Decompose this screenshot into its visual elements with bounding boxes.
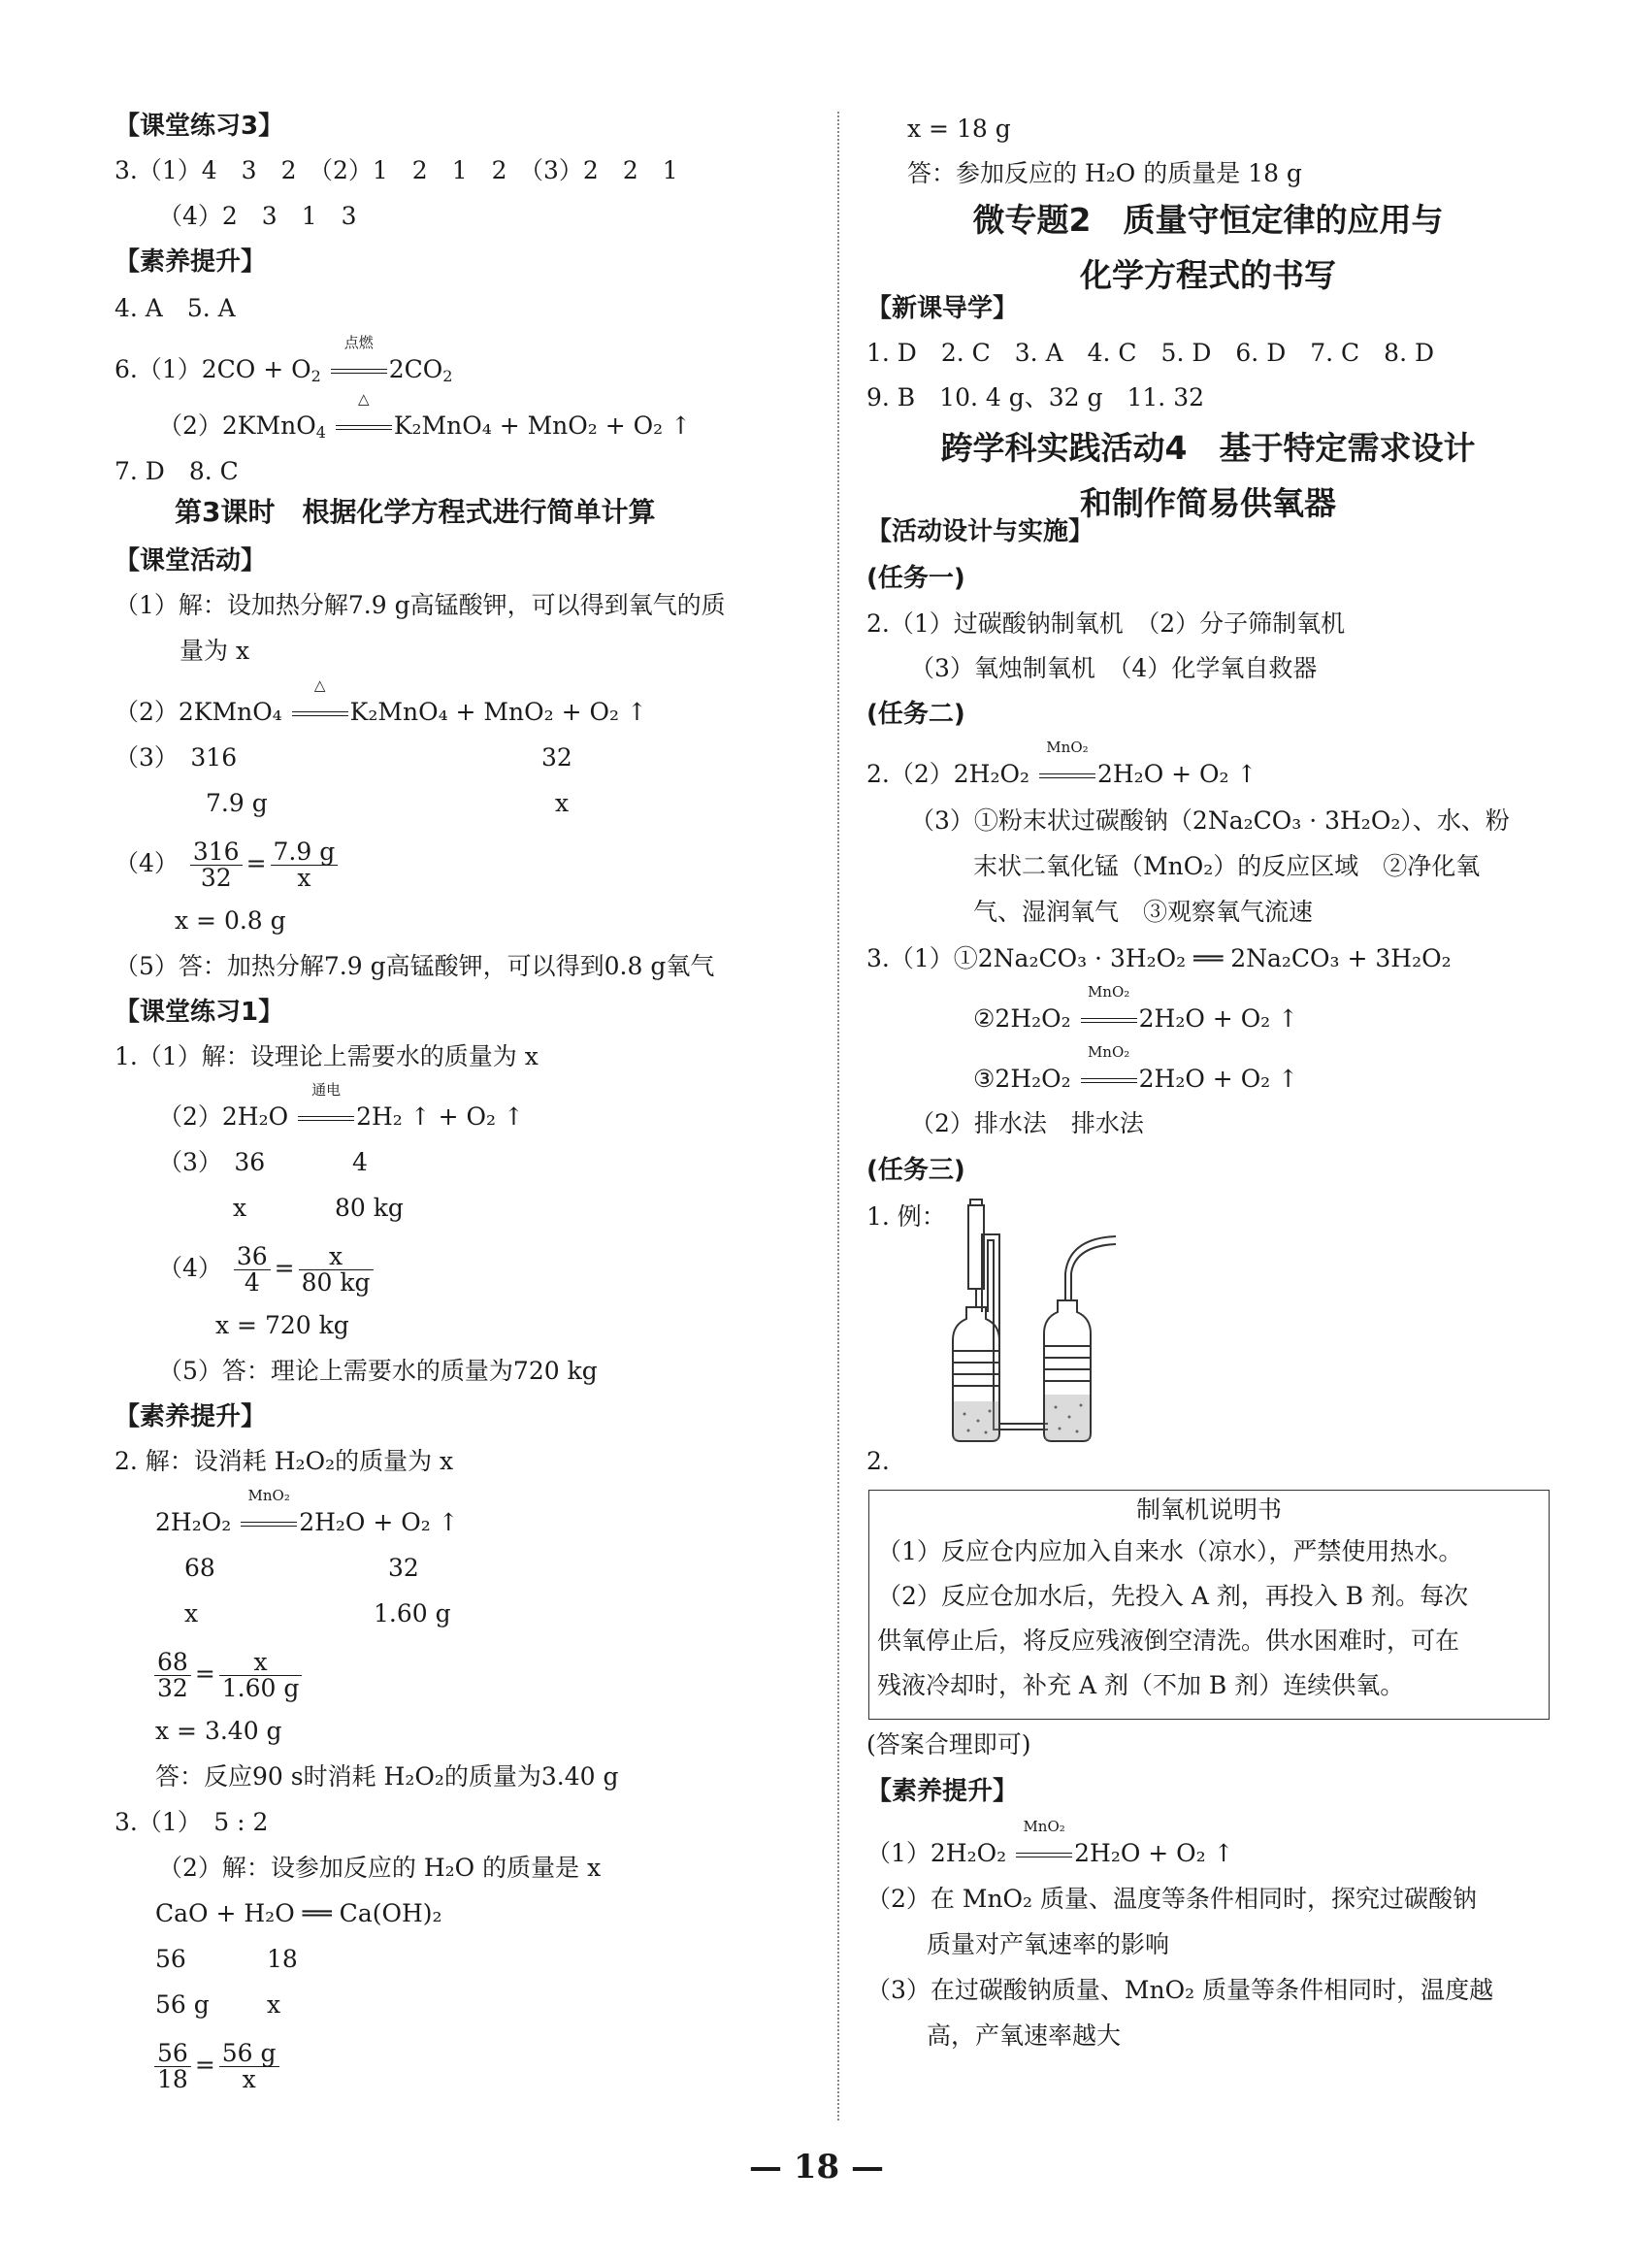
answer-line: 1. D 2. C 3. A 4. C 5. D 6. D 7. C 8. D bbox=[866, 339, 1435, 367]
reaction-arrow: 点燃 bbox=[329, 354, 389, 385]
equation-line: （2）2H₂O 通电 2H₂ ↑ + O₂ ↑ bbox=[158, 1081, 524, 1131]
oxygen-generator-diagram bbox=[951, 1196, 1135, 1448]
ratio-line: 56 g bbox=[155, 1990, 210, 2019]
answer-line: 量为 x bbox=[180, 637, 250, 665]
ratio-line: 18 bbox=[267, 1945, 298, 1973]
equation-line: （1）2H₂O₂ MnO₂ 2H₂O + O₂ ↑ bbox=[866, 1818, 1234, 1867]
manual-line: 供氧停止后，将反应残液倒空清洗。供水困难时，可在 bbox=[877, 1627, 1460, 1655]
topic-title: 微专题2 质量守恒定律的应用与 bbox=[972, 201, 1444, 239]
ratio-line: 32 bbox=[541, 743, 572, 772]
reaction-arrow: MnO₂ bbox=[1079, 1003, 1139, 1035]
answer-line: 1.（1）解：设理论上需要水的质量为 x bbox=[114, 1042, 539, 1070]
answer-line: 4. A 5. A bbox=[114, 294, 236, 322]
answer-line: （2）排水法 排水法 bbox=[910, 1109, 1144, 1137]
fraction-equation: $\frac{56}{18}$ = $\frac{56 g}{x}$ bbox=[150, 2041, 283, 2092]
column-divider bbox=[837, 112, 839, 2120]
answer-line: 末状二氧化锰（MnO₂）的反应区域 ②净化氧 bbox=[973, 852, 1481, 880]
section-heading: 【素养提升】 bbox=[114, 1402, 267, 1431]
answer-line: 7. D 8. C bbox=[114, 457, 239, 485]
task-heading: (任务二) bbox=[866, 700, 965, 729]
ratio-line: x bbox=[233, 1194, 247, 1222]
result-line: x = 0.8 g bbox=[175, 906, 286, 935]
equation-line: 2H₂O₂ MnO₂ 2H₂O + O₂ ↑ bbox=[155, 1487, 459, 1536]
answer-line: （5）答：加热分解7.9 g高锰酸钾，可以得到0.8 g氧气 bbox=[114, 952, 715, 980]
result-line: x = 720 kg bbox=[215, 1311, 349, 1339]
section-heading: 【素养提升】 bbox=[866, 1777, 1019, 1806]
section-heading: 【活动设计与实施】 bbox=[866, 517, 1094, 546]
ratio-line: （3） 316 bbox=[114, 743, 238, 772]
manual-box bbox=[868, 1490, 1550, 1720]
manual-line: （2）反应仓加水后，先投入 A 剂，再投入 B 剂。每次 bbox=[877, 1582, 1469, 1610]
answer-line: 答：参加反应的 H₂O 的质量是 18 g bbox=[907, 159, 1302, 187]
task-heading: (任务三) bbox=[866, 1156, 965, 1185]
answer-line: （3）①粉末状过碳酸钠（2Na₂CO₃ · 3H₂O₂）、水、粉 bbox=[910, 806, 1510, 835]
activity-title: 和制作简易供氧器 bbox=[1080, 484, 1336, 522]
answer-line: （2）解：设参加反应的 H₂O 的质量是 x bbox=[158, 1854, 602, 1882]
answer-line: （1）解：设加热分解7.9 g高锰酸钾，可以得到氧气的质 bbox=[114, 591, 726, 619]
equation-line: （2）2KMnO₄ △ K₂MnO₄ + MnO₂ + O₂ ↑ bbox=[114, 676, 647, 726]
section-heading: 【课堂活动】 bbox=[114, 546, 267, 575]
manual-title: 制氧机说明书 bbox=[1135, 1496, 1282, 1524]
answer-line: （4）2 3 1 3 bbox=[158, 202, 357, 230]
answer-line: 2.（1）过碳酸钠制氧机 （2）分子筛制氧机 bbox=[866, 609, 1346, 638]
section-heading: 【课堂练习3】 bbox=[114, 112, 284, 141]
equation-line: 2.（2）2H₂O₂ MnO₂ 2H₂O + O₂ ↑ bbox=[866, 739, 1257, 788]
equation-line: ②2H₂O₂ MnO₂ 2H₂O + O₂ ↑ bbox=[973, 983, 1299, 1033]
result-line: x = 18 g bbox=[907, 115, 1011, 143]
ratio-line: 4 bbox=[352, 1148, 368, 1176]
ratio-line: x bbox=[555, 789, 570, 817]
section-heading: 【素养提升】 bbox=[114, 247, 267, 277]
answer-line: 高，产氧速率越大 bbox=[927, 2021, 1122, 2050]
answer-note: (答案合理即可) bbox=[866, 1730, 1031, 1759]
page-number: — 18 — bbox=[749, 2148, 884, 2186]
ratio-line: x bbox=[267, 1990, 281, 2019]
reaction-arrow: MnO₂ bbox=[1037, 759, 1097, 790]
topic-title: 化学方程式的书写 bbox=[1080, 256, 1336, 294]
reaction-arrow: 通电 bbox=[296, 1101, 356, 1133]
ratio-line: x bbox=[184, 1599, 199, 1627]
reaction-arrow: △ bbox=[290, 697, 350, 728]
ratio-line: 56 bbox=[155, 1945, 186, 1973]
activity-title: 跨学科实践活动4 基于特定需求设计 bbox=[940, 429, 1476, 467]
answer-line: 气、湿润氧气 ③观察氧气流速 bbox=[973, 898, 1314, 926]
equation-line: CaO + H₂O ══ Ca(OH)₂ bbox=[155, 1899, 442, 1927]
answer-line: 质量对产氧速率的影响 bbox=[927, 1930, 1170, 1958]
section-heading: 【课堂练习1】 bbox=[114, 998, 284, 1027]
fraction-equation: （4） $\frac{36}{4}$ = $\frac{x}{80 kg}$ bbox=[158, 1244, 377, 1296]
equation-line: $6.(1)2CO + O_2$ 点燃 $2CO_2$ bbox=[114, 334, 453, 385]
ratio-line: 1.60 g bbox=[374, 1599, 451, 1627]
ratio-line: 7.9 g bbox=[206, 789, 268, 817]
result-line: x = 3.40 g bbox=[155, 1717, 282, 1745]
ratio-line: 32 bbox=[388, 1554, 419, 1582]
reaction-arrow: MnO₂ bbox=[1079, 1064, 1139, 1095]
ratio-line: 80 kg bbox=[335, 1194, 404, 1222]
answer-line: 9. B 10. 4 g、32 g 11. 32 bbox=[866, 383, 1205, 411]
equation-line: ③2H₂O₂ MnO₂ 2H₂O + O₂ ↑ bbox=[973, 1043, 1299, 1093]
answer-line: 答：反应90 s时消耗 H₂O₂的质量为3.40 g bbox=[155, 1762, 619, 1791]
equation-line: 3.（1）①2Na₂CO₃ · 3H₂O₂ ══ 2Na₂CO₃ + 3H₂O₂ bbox=[866, 944, 1452, 972]
task-heading: (任务一) bbox=[866, 564, 965, 593]
reaction-arrow: MnO₂ bbox=[1014, 1838, 1074, 1869]
answer-line: 1. 例： bbox=[866, 1202, 946, 1231]
manual-line: 残液冷却时，补充 A 剂（不加 B 剂）连续供氧。 bbox=[877, 1671, 1405, 1699]
reaction-arrow: MnO₂ bbox=[239, 1507, 299, 1538]
fraction-equation: （4） $\frac{316}{32}$ = $\frac{7.9 g}{x}$ bbox=[114, 839, 342, 891]
answer-line: 2. 解：设消耗 H₂O₂的质量为 x bbox=[114, 1447, 454, 1475]
answer-line: （3）氧烛制氧机 （4）化学氧自救器 bbox=[910, 654, 1318, 682]
reaction-arrow: △ bbox=[334, 411, 394, 442]
answer-line: 3.（1） 5 : 2 bbox=[114, 1808, 269, 1836]
answer-line: （5）答：理论上需要水的质量为720 kg bbox=[158, 1357, 598, 1385]
manual-line: （1）反应仓内应加入自来水（凉水），严禁使用热水。 bbox=[877, 1537, 1463, 1565]
equation-line: （2）2KMnO$_4$ △ K₂MnO₄ + MnO₂ + O₂ ↑ bbox=[158, 390, 692, 442]
lesson-title: 第3课时 根据化学方程式进行简单计算 bbox=[175, 496, 656, 528]
answer-line: （3）在过碳酸钠质量、MnO₂ 质量等条件相同时，温度越 bbox=[866, 1976, 1494, 2004]
section-heading: 【新课导学】 bbox=[866, 294, 1019, 323]
ratio-line: （3） 36 bbox=[158, 1148, 266, 1176]
answer-line: （2）在 MnO₂ 质量、温度等条件相同时，探究过碳酸钠 bbox=[866, 1885, 1478, 1913]
fraction-equation: $\frac{68}{32}$ = $\frac{x}{1.60 g}$ bbox=[150, 1650, 306, 1701]
ratio-line: 68 bbox=[184, 1554, 215, 1582]
answer-line: 3.（1）4 3 2 （2）1 2 1 2 （3）2 2 1 bbox=[114, 156, 678, 184]
answer-line: 2. bbox=[866, 1447, 890, 1475]
